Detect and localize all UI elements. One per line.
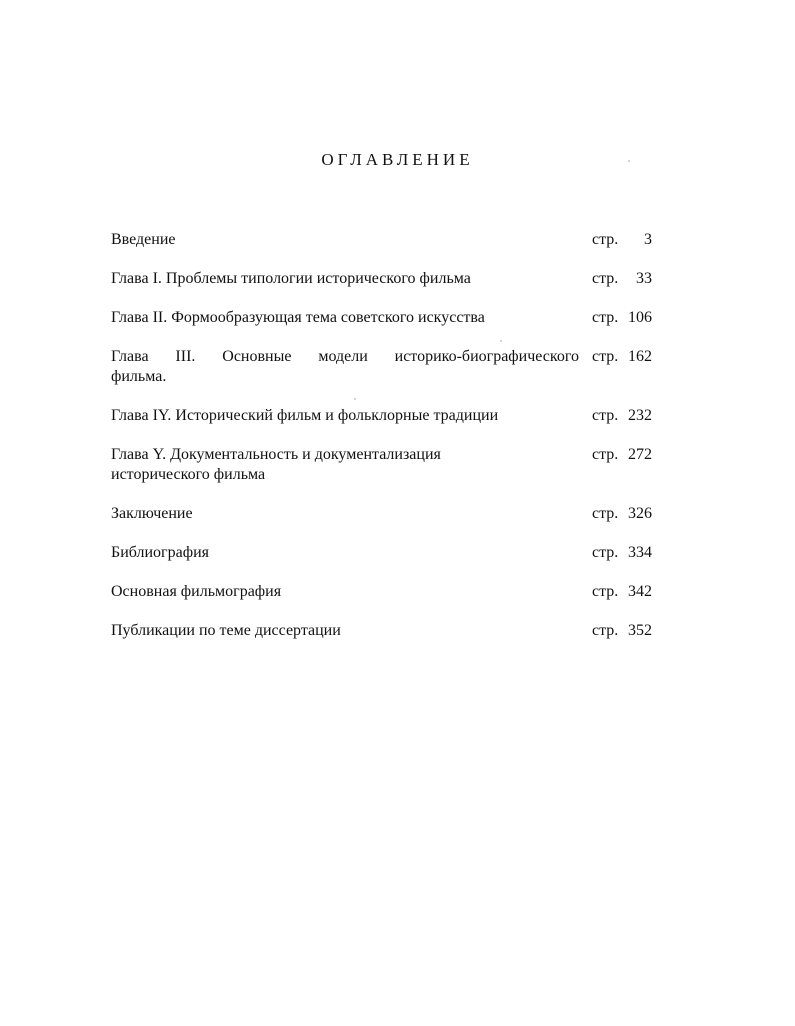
page-prefix: стр. bbox=[592, 622, 619, 639]
page-prefix: стр. bbox=[592, 407, 619, 424]
toc-entry-chapter-5 bbox=[111, 445, 656, 485]
toc-entry-title: Введение bbox=[111, 231, 176, 248]
toc-entry-title: Глава I. Проблемы типологии исторического фильма bbox=[111, 270, 471, 287]
toc-entry-title-line-1: Глава III. Основные модели историко-биографического bbox=[111, 348, 579, 365]
page-prefix: стр. bbox=[592, 505, 619, 522]
toc-entry-page bbox=[592, 347, 652, 367]
page-prefix: стр. bbox=[592, 446, 619, 463]
toc-entry-page bbox=[592, 621, 652, 641]
toc-entry-title: Заключение bbox=[111, 505, 193, 522]
toc-entry-title: Глава IY. Исторический фильм и фольклорные традиции bbox=[111, 407, 499, 424]
toc-entry-title bbox=[111, 445, 579, 485]
toc-entry-page bbox=[592, 269, 652, 289]
toc-entry-chapter-1 bbox=[111, 269, 656, 289]
page-number: 352 bbox=[628, 622, 652, 639]
toc-entry-filmography bbox=[111, 582, 656, 602]
page-prefix: стр. bbox=[592, 583, 619, 600]
page-number: 326 bbox=[628, 505, 652, 522]
page-prefix: стр. bbox=[592, 309, 619, 326]
toc-entry-introduction bbox=[111, 230, 656, 250]
page-number: 334 bbox=[628, 544, 652, 561]
toc-entry-publications bbox=[111, 621, 656, 641]
page-number: 3 bbox=[644, 231, 652, 248]
toc-entry-bibliography bbox=[111, 543, 656, 563]
toc-entry-title: Глава II. Формообразующая тема советского искусства bbox=[111, 309, 485, 326]
scan-speck bbox=[500, 340, 502, 342]
toc-entry-title: Основная фильмография bbox=[111, 583, 282, 600]
toc-entry-page bbox=[592, 406, 652, 426]
toc-entry-chapter-4 bbox=[111, 406, 656, 426]
page-number: 33 bbox=[636, 270, 652, 287]
toc-entry-title-line-1: Глава Y. Документальность и документализация bbox=[111, 446, 441, 463]
toc-entry-title-line-2: исторического фильма bbox=[111, 466, 266, 483]
scan-speck bbox=[628, 160, 630, 162]
toc-entry-page bbox=[592, 504, 652, 524]
page-number: 232 bbox=[628, 407, 652, 424]
toc-entry-title bbox=[111, 347, 579, 387]
toc-entry-page bbox=[592, 230, 652, 250]
toc-entry-chapter-2 bbox=[111, 308, 656, 328]
page-number: 162 bbox=[628, 348, 652, 365]
page-number: 272 bbox=[628, 446, 652, 463]
page-prefix: стр. bbox=[592, 231, 619, 248]
toc-entry-conclusion bbox=[111, 504, 656, 524]
page-number: 106 bbox=[628, 309, 652, 326]
page-prefix: стр. bbox=[592, 270, 619, 287]
toc-entry-page bbox=[592, 308, 652, 328]
toc-entry-title: Публикации по теме диссертации bbox=[111, 622, 341, 639]
page-prefix: стр. bbox=[592, 544, 619, 561]
toc-entry-page bbox=[592, 543, 652, 563]
page-prefix: стр. bbox=[592, 348, 619, 365]
scan-speck bbox=[354, 398, 356, 400]
page-number: 342 bbox=[628, 583, 652, 600]
toc-entry-page bbox=[592, 582, 652, 602]
toc-entry-page bbox=[592, 445, 652, 465]
page-title: ОГЛАВЛЕНИЕ bbox=[321, 150, 474, 169]
toc-entry-title: Библиография bbox=[111, 544, 209, 561]
toc-entry-title-line-2: фильма. bbox=[111, 368, 167, 385]
toc-entry-chapter-3 bbox=[111, 347, 656, 387]
